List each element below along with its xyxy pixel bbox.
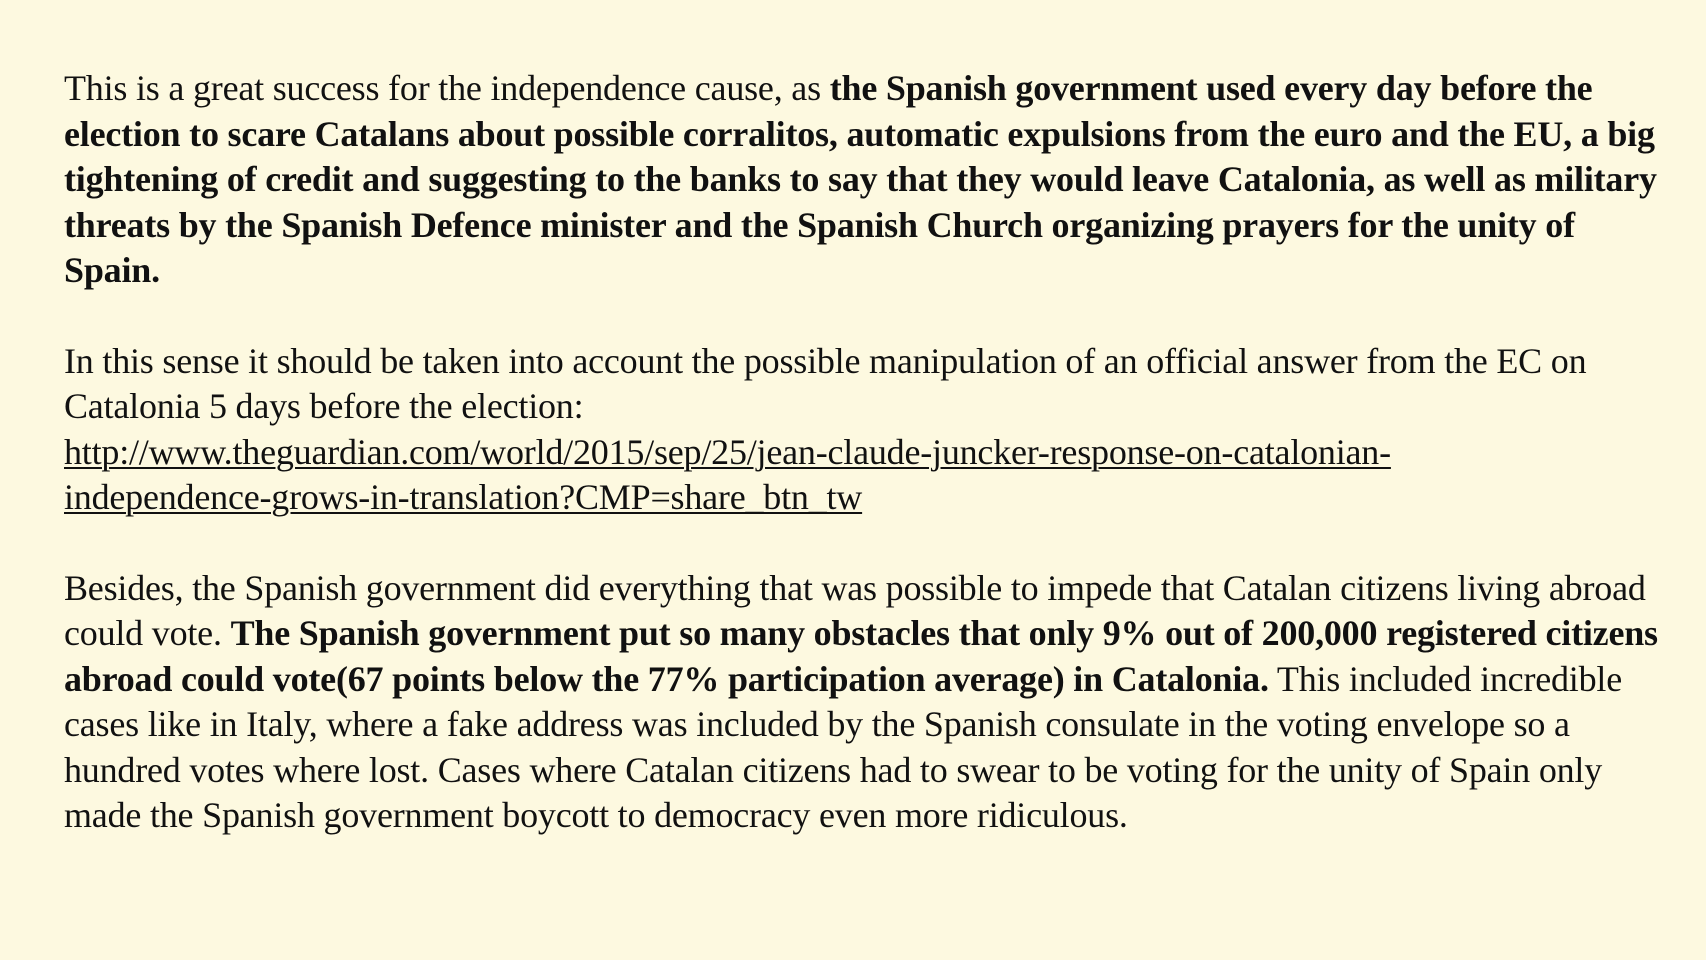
paragraph-ec-answer	[64, 339, 1666, 521]
paragraph-abroad-voting	[64, 566, 1666, 839]
paragraph-election-scare	[64, 66, 1666, 294]
link-text-line-2[interactable]: independence-grows-in-translation?CMP=share_btn_tw	[64, 477, 863, 517]
paragraph-1-bold-text: the Spanish government used every day before the election to scare Catalans about possible corralitos, automatic expulsions from the euro and the EU, a big tightening of credit and suggesting to the banks to say that they would leave Catalonia, as well as military threats by the Spanish Defence minister and the Spanish Church organizing prayers for the unity of Spain.	[64, 68, 1657, 290]
paragraph-3-bold-text: The Spanish government put so many obstacles that only 9% out of 200,000 registered citizens abroad could vote(67 points below the 77% participation average) in Catalonia.	[64, 613, 1658, 699]
paragraph-3-text-continued: This included incredible cases like in Italy, where a fake address was included by the Spanish consulate in the voting envelope so a hundred votes where lost. Cases where Catalan citizens had to swear to be voting for the unity of Spain only made the Spanish government boycott to democracy even more ridiculous.	[64, 658, 1622, 835]
paragraph-3-text: Besides, the Spanish government did everything that was possible to impede that Catalan citizens living abroad could vote.	[64, 567, 1646, 653]
paragraph-2-text: In this sense it should be taken into account the possible manipulation of an official answer from the EC on Catalonia 5 days before the election:	[64, 340, 1587, 426]
paragraph-1-text: This is a great success for the independence cause, as	[64, 68, 830, 108]
link-text-line-1[interactable]: http://www.theguardian.com/world/2015/sep/25/jean-claude-juncker-response-on-catalonian-	[64, 431, 1391, 472]
guardian-article-link[interactable]	[64, 432, 1391, 518]
